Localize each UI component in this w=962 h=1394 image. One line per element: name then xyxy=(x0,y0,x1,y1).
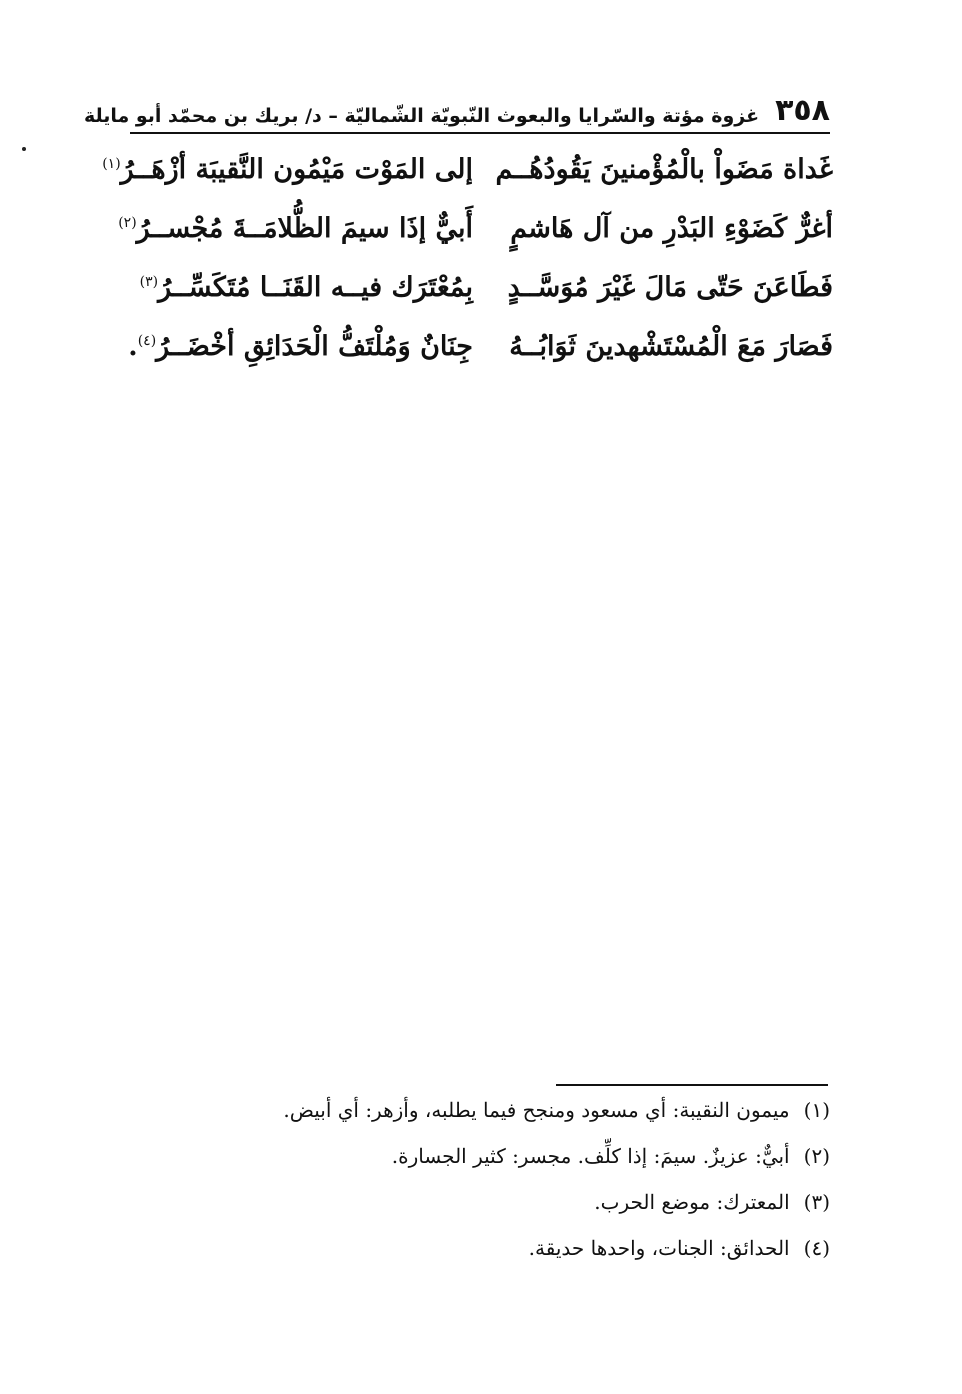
stray-dot xyxy=(22,147,26,151)
verse-2 xyxy=(118,199,833,258)
running-title: غزوة مؤتة والسّرايا والبعوث النّبويّة الشّماليّة – د/ بريك بن محمّد أبو مايلة xyxy=(83,105,760,127)
footnote-number: (٤) xyxy=(803,1236,830,1260)
footnote-text: الحدائق: الجنات، واحدها حديقة. xyxy=(528,1236,790,1260)
verse-4 xyxy=(128,317,833,376)
footnotes xyxy=(200,1098,830,1282)
page-header xyxy=(83,82,830,128)
header-rule xyxy=(130,132,830,134)
verse-1 xyxy=(102,140,833,199)
footnote-ref: (٤) xyxy=(137,333,157,349)
poem xyxy=(102,140,833,376)
hemistich-text: جِنَانٌ وَمُلْتَفُّ الْحَدَائِقِ أخْضَــرُ xyxy=(156,331,473,362)
footnote-ref: (٣) xyxy=(139,274,159,290)
hemistich-text: بِمُعْتَرَك فيــه القَنَــا مُتَكَسِّــرُ xyxy=(158,272,473,303)
footnote-rule xyxy=(556,1084,828,1086)
page-number: ٣٥٨ xyxy=(775,93,830,128)
footnote-number: (١) xyxy=(803,1098,830,1122)
hemistich-first: أغرٌّ كَضَوْءِ البَدْرِ من آل هَاشمٍ xyxy=(510,213,833,244)
footnote-text: المعترك: موضع الحرب. xyxy=(594,1190,790,1214)
footnote-ref: (١) xyxy=(102,156,121,172)
hemistich-first: فَطَاعَنَ حَتّى مَالَ غَيْرَ مُوَسَّــدٍ xyxy=(507,272,833,303)
hemistich-second xyxy=(102,154,473,185)
verse-end: . xyxy=(128,331,138,362)
hemistich-second xyxy=(128,331,473,362)
hemistich-first: فَصَارَ مَعَ الْمُسْتَشْهدينَ ثَوَابُــهُ xyxy=(509,331,833,362)
hemistich-text: إلى المَوْت مَيْمُون النَّقيبَة أزْهَــرُ xyxy=(120,154,473,185)
verse-3 xyxy=(128,258,833,317)
footnote-4 xyxy=(200,1236,830,1282)
hemistich-first: غَداة مَضَواْ بالْمُؤْمنينَ يَقُودُهُــم xyxy=(495,154,833,185)
footnote-number: (٢) xyxy=(803,1144,830,1168)
footnote-text: ميمون النقيبة: أي مسعود ومنجح فيما يطلبه، وأزهر: أي أبيض. xyxy=(283,1098,790,1122)
hemistich-text: أَبيٌّ إذَا سيمَ الظُّلامَــةَ مُجْســرُ xyxy=(136,213,473,244)
hemistich-second xyxy=(118,213,473,244)
footnote-3 xyxy=(200,1190,830,1236)
footnote-ref: (٢) xyxy=(118,215,137,231)
footnote-text: أبيٌّ: عزيزٌ. سيمَ: إذا كلِّف. مجسر: كثير الجسارة. xyxy=(391,1144,790,1168)
footnote-2 xyxy=(200,1144,830,1190)
footnote-number: (٣) xyxy=(803,1190,830,1214)
hemistich-second xyxy=(128,272,473,303)
footnote-1 xyxy=(200,1098,830,1144)
